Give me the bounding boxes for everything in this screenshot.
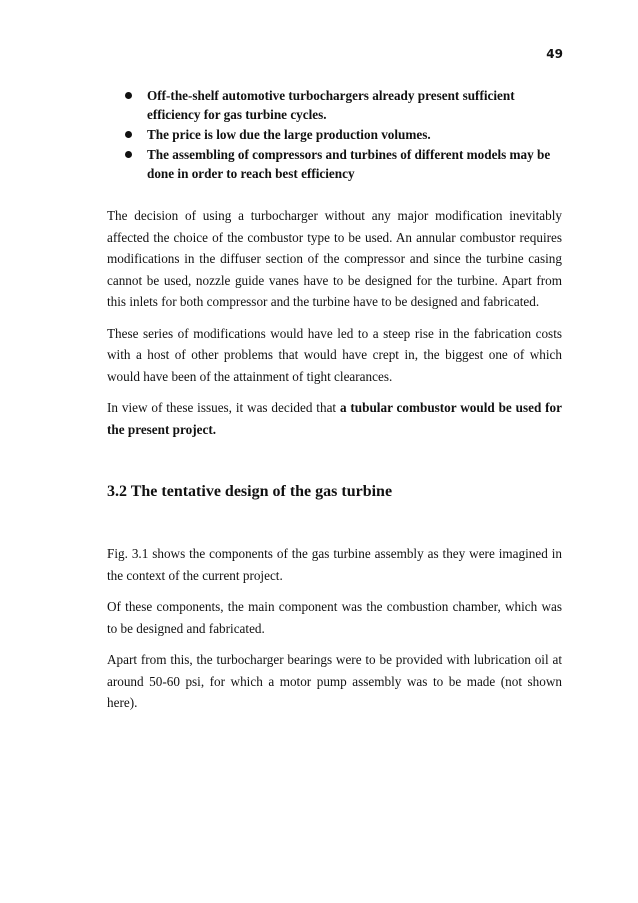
bullet-item (0, 86, 638, 124)
page-number: 49 (546, 47, 563, 61)
paragraph-modification-costs: These series of modifications would have led to a steep rise in the fabrication costs with a host of other problems that would have crept in, the biggest one of which would have been of the attainment of tight clearances. (107, 325, 562, 384)
bullet-list (0, 86, 638, 184)
bullet-item (0, 145, 638, 183)
bullet-dot-icon (125, 151, 132, 158)
paragraph-combustor-decision: The decision of using a turbocharger without any major modification inevitably affected the choice of the combustor type to be used. An annular combustor requires modifications in the diffuser section of the compressor and since the turbine casing cannot be used, nozzle guide vanes have to be designed for the turbine. Apart from this inlets for both compressor and the turbine have to be designed and fabricated. (107, 208, 562, 309)
bullet-text: Off-the-shelf automotive turbochargers already present sufficient efficiency for gas turbine cycles. (147, 88, 515, 122)
paragraph-decision (107, 397, 562, 440)
bullet-dot-icon (125, 131, 132, 138)
paragraph-group-1 (107, 205, 562, 440)
bullet-text: The assembling of compressors and turbines of different models may be done in order to reach best efficiency (147, 147, 551, 181)
paragraph-decision-text: In view of these issues, it was decided that (107, 400, 340, 415)
paragraph-decision-emphasis: a tubular combustor would be used for the present project. (107, 400, 562, 437)
paragraph-lubrication: Apart from this, the turbocharger bearings were to be provided with lubrication oil at around 50-60 psi, for which a motor pump assembly was to be made (not shown here). (107, 652, 562, 710)
paragraph-group-2 (107, 543, 562, 714)
bullet-dot-icon (125, 92, 132, 99)
paragraph-fig-reference: Fig. 3.1 shows the components of the gas turbine assembly as they were imagined in the context of the current project. (107, 546, 562, 583)
bullet-text: The price is low due the large production volumes. (147, 127, 431, 142)
paragraph-main-component: Of these components, the main component was the combustion chamber, which was to be designed and fabricated. (107, 599, 562, 636)
section-heading: 3.2 The tentative design of the gas turbine (107, 483, 393, 500)
bullet-item (0, 125, 638, 144)
